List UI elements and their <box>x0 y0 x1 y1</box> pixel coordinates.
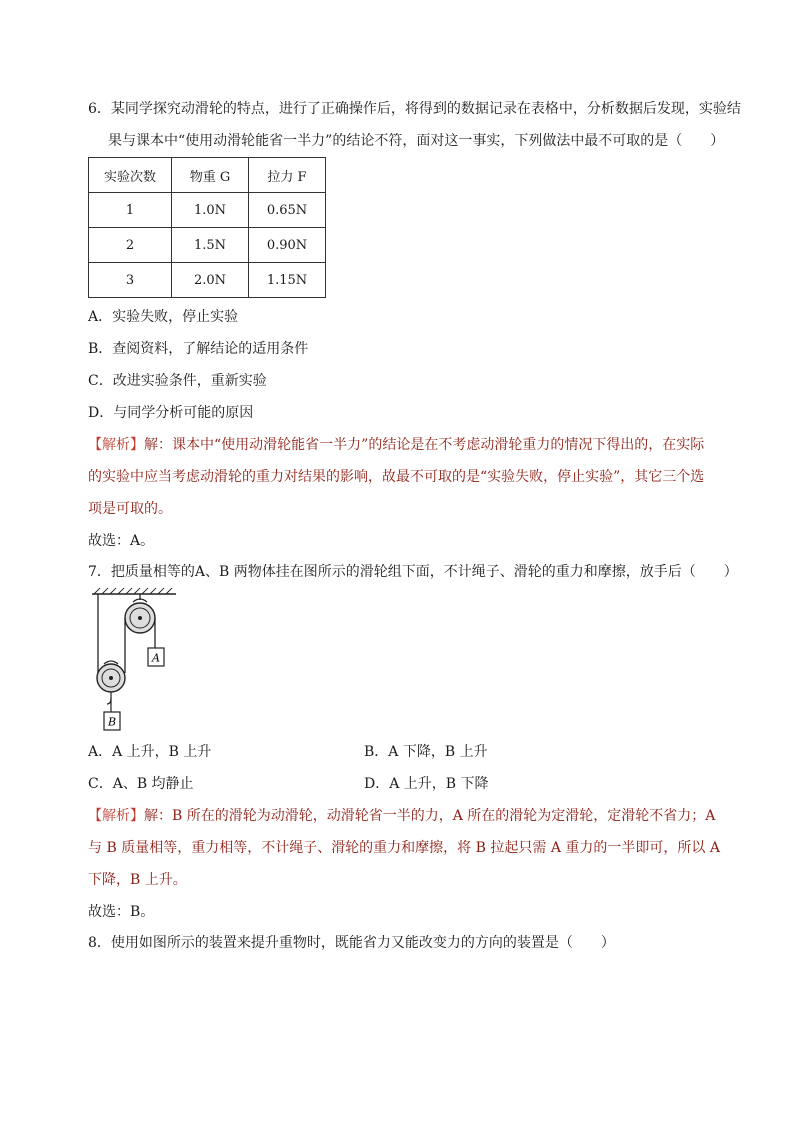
table-row <box>89 193 326 228</box>
q6-stem-line2: 果与课本中“使用动滑轮能省一半力”的结论不符，面对这一事实，下列做法中最不可取的是（ ） <box>108 133 725 149</box>
block-a-label: A <box>152 651 160 665</box>
table-cell: 2.0N <box>172 263 249 298</box>
table-header-cell: 物重 G <box>172 158 249 193</box>
analysis-tag: 【解析】 <box>88 437 144 453</box>
table-cell: 1.15N <box>249 263 326 298</box>
q6-answer: 故选：A。 <box>88 533 155 549</box>
q6-analysis-line1 <box>88 435 704 455</box>
ceiling-hatch <box>94 588 172 594</box>
table-cell: 0.65N <box>249 193 326 228</box>
q7-analysis-line1 <box>88 806 715 826</box>
q6-data-table <box>88 157 326 298</box>
table-cell: 0.90N <box>249 228 326 263</box>
q6-analysis-line3: 项是可取的。 <box>88 501 172 517</box>
table-header-cell: 拉力 F <box>249 158 326 193</box>
q6-option-b: B．查阅资料，了解结论的适用条件 <box>88 341 309 357</box>
q7-option-d: D．A 上升，B 下降 <box>364 776 489 792</box>
q6-option-c: C．改进实验条件，重新实验 <box>88 373 267 389</box>
q7-answer: 故选：B。 <box>88 904 155 920</box>
q8-stem: 8．使用如图所示的装置来提升重物时，既能省力又能改变力的方向的装置是（ ） <box>88 935 615 951</box>
analysis-text: 解：B 所在的滑轮为动滑轮，动滑轮省一半的力，A 所在的滑轮为定滑轮，定滑轮不省力；A <box>144 808 716 824</box>
table-header-row <box>89 158 326 193</box>
table-cell: 2 <box>89 228 172 263</box>
q6-analysis-line2: 的实验中应当考虑动滑轮的重力对结果的影响，故最不可取的是“实验失败，停止实验”，其它三个选 <box>88 469 705 485</box>
q6-stem-line1-text: 6．某同学探究动滑轮的特点，进行了正确操作后，将得到的数据记录在表格中，分析数据后发现，实验结 <box>88 101 741 117</box>
analysis-text: 解：课本中“使用动滑轮能省一半力”的结论是在不考虑动滑轮重力的情况下得出的，在实际 <box>144 437 705 453</box>
table-cell: 1.0N <box>172 193 249 228</box>
q7-option-c: C．A、B 均静止 <box>88 776 194 792</box>
table-cell: 1 <box>89 193 172 228</box>
movable-pulley-axle <box>109 676 113 680</box>
q7-analysis-line3: 下降，B 上升。 <box>88 872 187 888</box>
table-row <box>89 228 326 263</box>
table-header-cell: 实验次数 <box>89 158 172 193</box>
q7-option-a: A．A 上升，B 上升 <box>88 744 212 760</box>
fixed-pulley-axle <box>138 616 142 620</box>
q6-option-a: A．实验失败，停止实验 <box>88 309 239 325</box>
fixed-pulley-bracket <box>133 599 147 602</box>
table-row <box>89 263 326 298</box>
q6-option-d: D．与同学分析可能的原因 <box>88 405 254 421</box>
q7-option-b: B．A 下降，B 上升 <box>364 744 488 760</box>
block-b-label: B <box>107 715 117 729</box>
analysis-tag: 【解析】 <box>88 808 144 824</box>
q7-stem: 7．把质量相等的A、B 两物体挂在图所示的滑轮组下面，不计绳子、滑轮的重力和摩擦，放手后（ ） <box>88 564 738 580</box>
table-cell: 3 <box>89 263 172 298</box>
table-cell: 1.5N <box>172 228 249 263</box>
pulley-system-figure <box>88 588 188 734</box>
q7-analysis-line2: 与 B 质量相等，重力相等，不计绳子、滑轮的重力和摩擦，将 B 拉起只需 A 重力的一半即可，所以 A <box>88 840 720 856</box>
